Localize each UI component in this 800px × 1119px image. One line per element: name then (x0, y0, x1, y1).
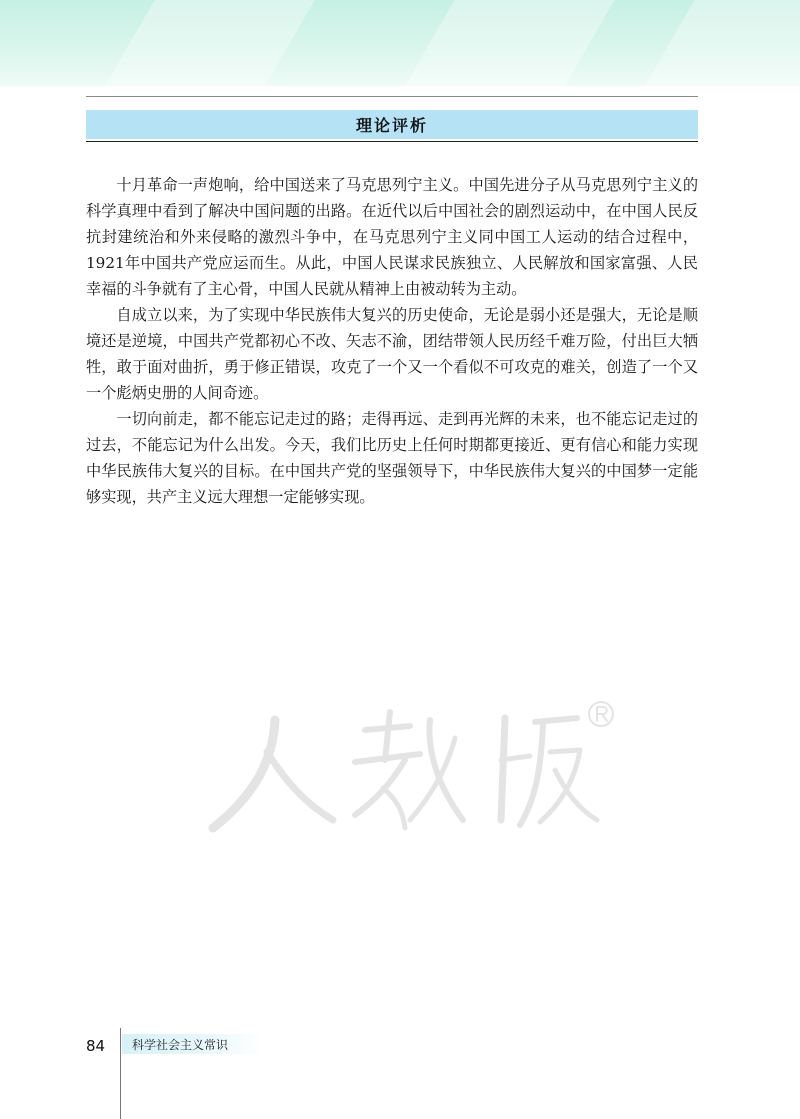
banner-stripe (62, 0, 337, 86)
section-title: 理论评析 (355, 116, 428, 135)
paragraph: 十月革命一声炮响，给中国送来了马克思列宁主义。中国先进分子从马克思列宁主义的科学真理中看到了解决中国问题的出路。在近代以后中国社会的剧烈运动中，在中国人民反抗封建统治和外来侵略的激烈斗争中，在马克思列宁主义同中国工人运动的结合过程中，1921年中国共产党应运而生。从此，中国人民谋求民族独立、人民解放和国家富强、人民幸福的斗争就有了主心骨，中国人民就从精神上由被动转为主动。 (86, 176, 698, 298)
paragraph: 自成立以来，为了实现中华民族伟大复兴的历史使命，无论是弱小还是强大，无论是顺境还是逆境，中国共产党都初心不改、矢志不渝，团结带领人民历经千难万险，付出巨大牺牲，敢于面对曲折，勇于修正错误，攻克了一个又一个看似不可攻克的难关，创造了一个又一个彪炳史册的人间奇迹。 (86, 306, 698, 402)
publisher-watermark-logo (205, 690, 625, 840)
paragraph: 一切向前走，都不能忘记走过的路；走得再远、走到再光辉的未来，也不能忘记走过的过去，不能忘记为什么出发。今天，我们比历史上任何时期都更接近、更有信心和能力实现中华民族伟大复兴的目标。在中国共产党的坚强领导下，中华民族伟大复兴的中国梦一定能够实现，共产主义远大理想一定能够实现。 (86, 410, 698, 506)
banner-stripe (602, 0, 800, 86)
banner-stripe (362, 0, 637, 86)
header-rule (86, 96, 698, 97)
body-text (86, 172, 698, 510)
footer-divider (120, 1028, 121, 1119)
section-underline (86, 141, 698, 142)
book-title: 科学社会主义常识 (132, 1038, 229, 1052)
top-banner (0, 0, 800, 86)
page-number: 84 (86, 1037, 106, 1055)
section-header (86, 110, 698, 139)
